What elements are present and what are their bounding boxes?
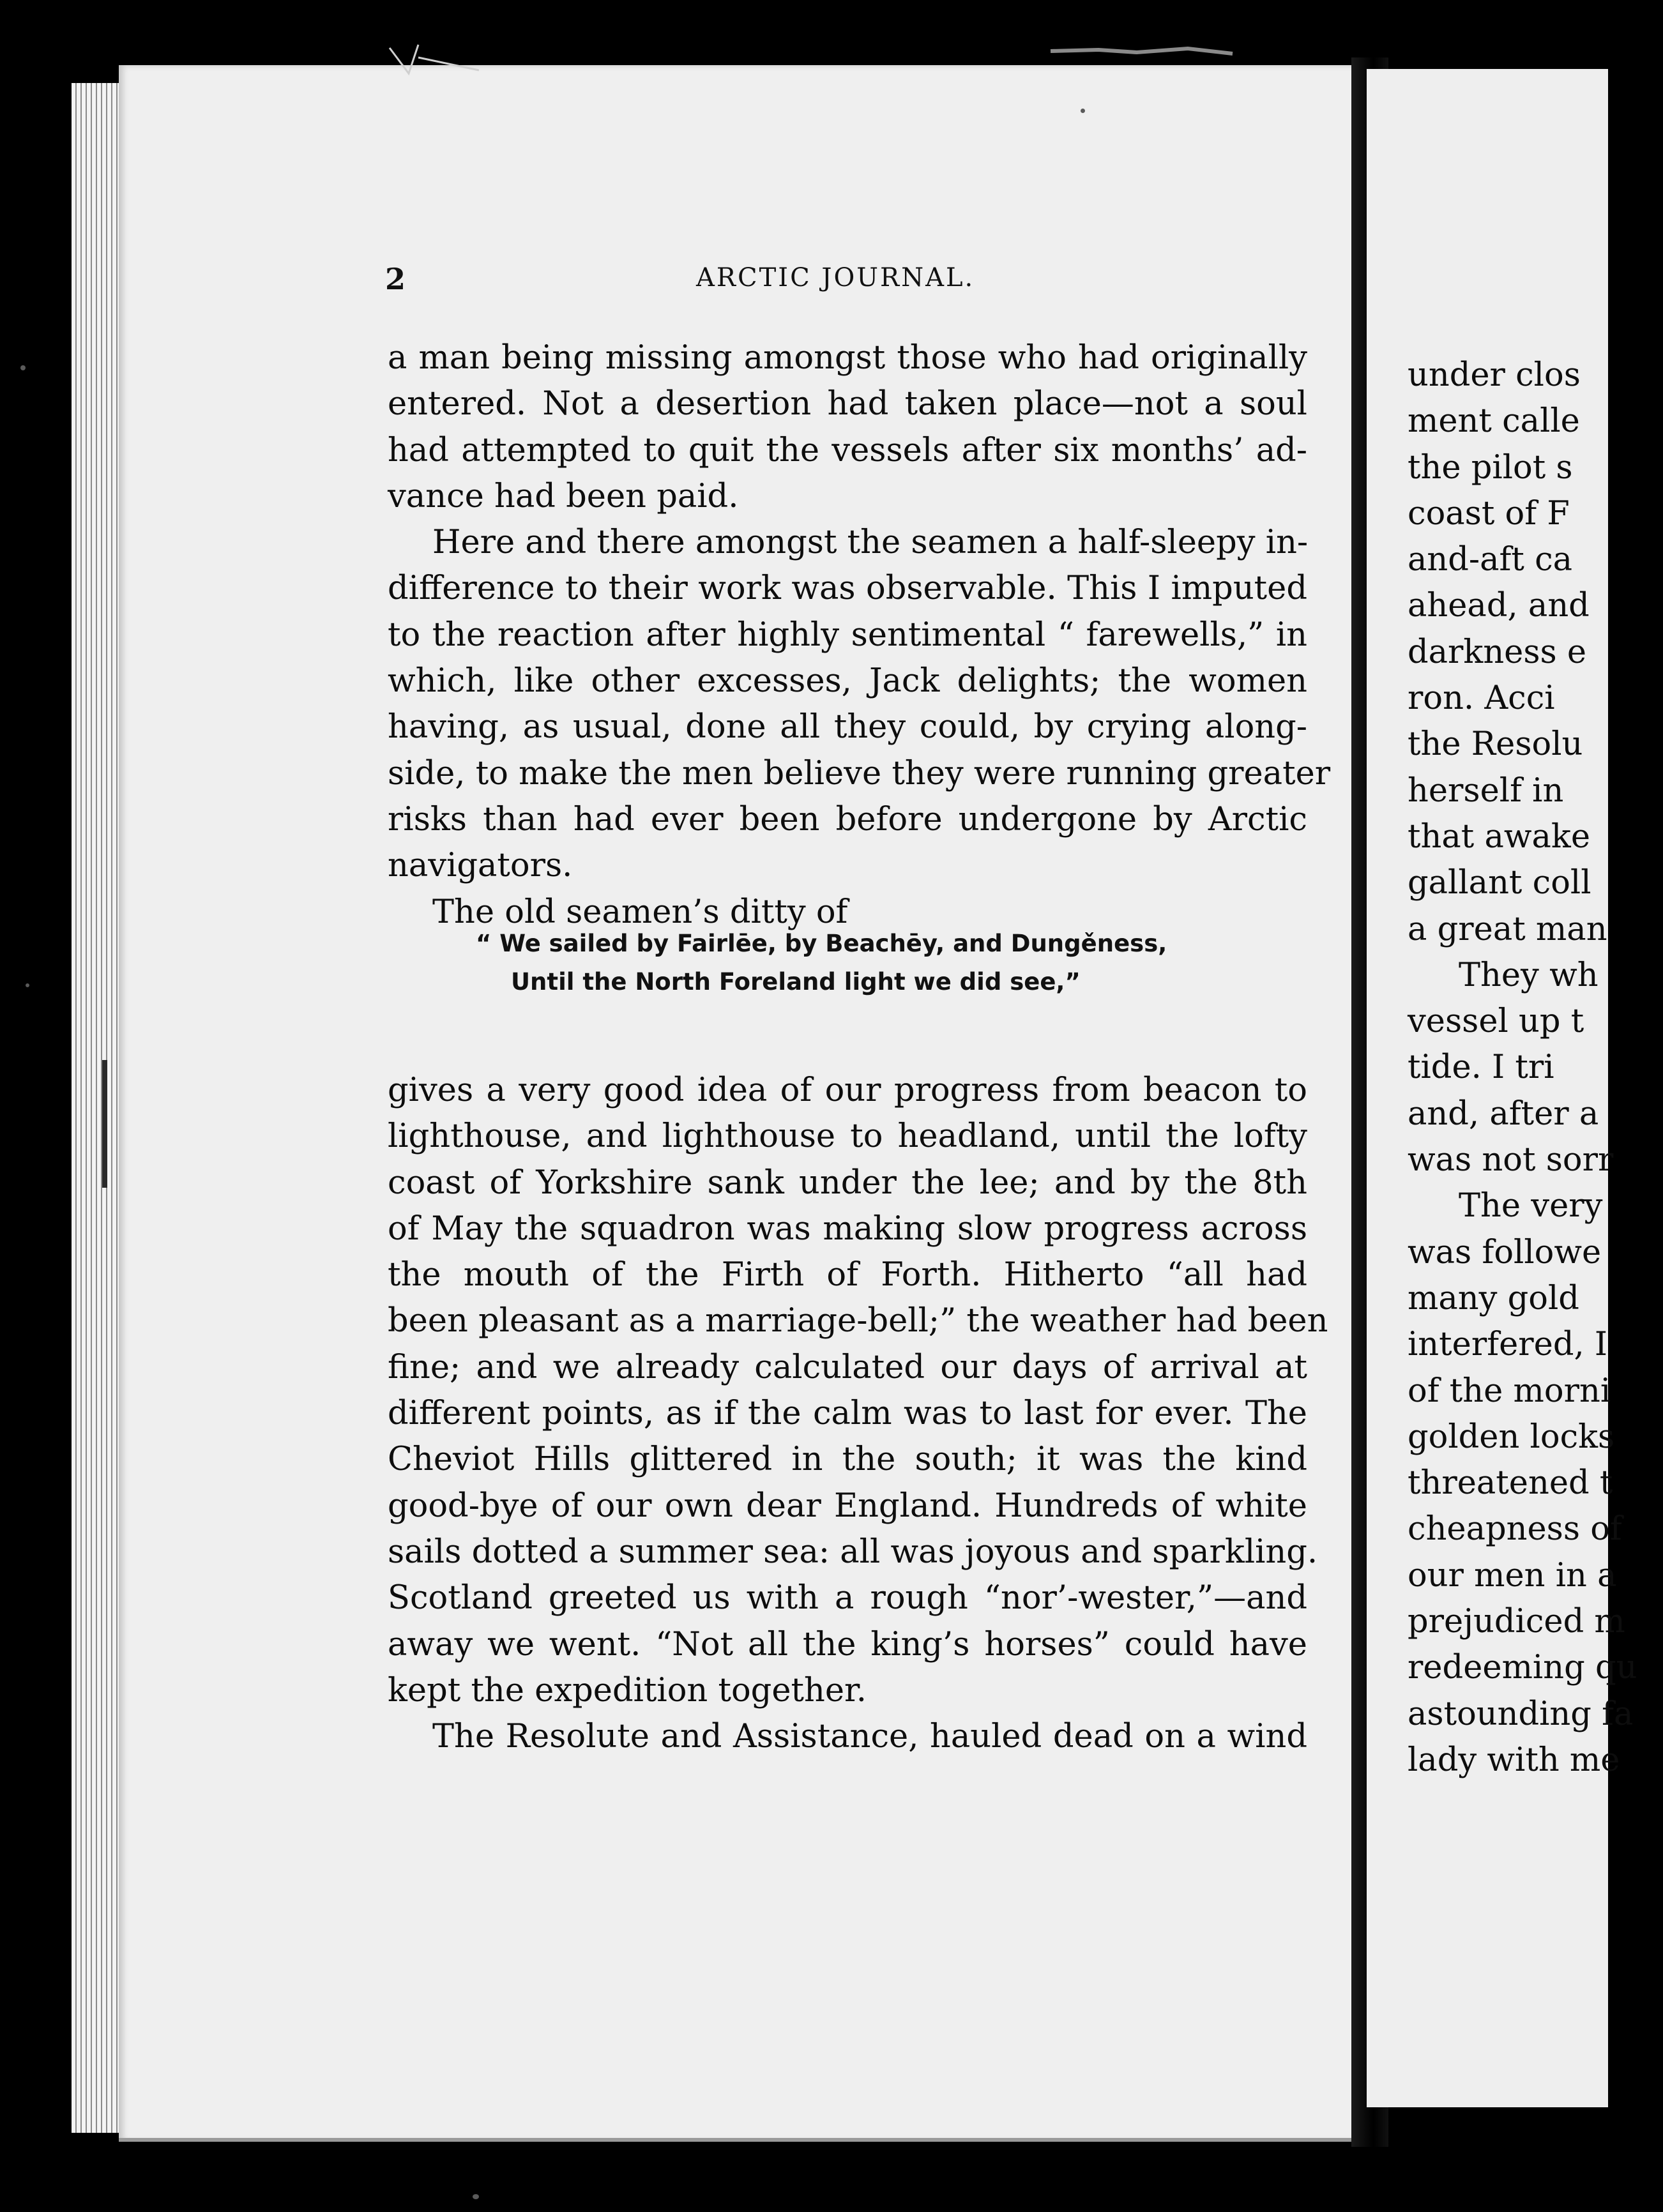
running-title: ARCTIC JOURNAL. bbox=[696, 263, 975, 292]
text-line: coast of Yorkshire sank under the lee; and by the 8th bbox=[388, 1163, 1307, 1202]
fragment-line: tide. I tri bbox=[1408, 1049, 1554, 1087]
fragment-line: was not sorr bbox=[1408, 1141, 1614, 1179]
text-line: had attempted to quit the vessels after six months’ ad- bbox=[388, 431, 1307, 469]
page-bottom-shadow bbox=[119, 2138, 1351, 2142]
text-line: navigators. bbox=[388, 847, 573, 885]
text-line: to the reaction after highly sentimental “ farewells,” in bbox=[388, 616, 1307, 654]
text-line: entered. Not a desertion had taken place—not a soul bbox=[388, 385, 1307, 423]
dust-speck bbox=[1081, 109, 1085, 113]
fragment-line: that awake bbox=[1408, 817, 1591, 856]
text-line: been pleasant as a marriage-bell;” the weather had been bbox=[388, 1302, 1328, 1340]
text-line: Scotland greeted us with a rough “nor’-wester,”—and bbox=[388, 1579, 1307, 1617]
fragment-line: threatened t bbox=[1408, 1464, 1613, 1503]
fragment-line: was followe bbox=[1408, 1233, 1602, 1271]
fragment-line: astounding fa bbox=[1408, 1695, 1634, 1733]
text-line: risks than had ever been before undergone by Arctic bbox=[388, 800, 1307, 838]
text-line: The old seamen’s ditty of bbox=[432, 893, 848, 931]
dust-speck bbox=[20, 365, 26, 370]
verse-line: “ We sailed by Fairlēe, by Beachēy, and Dungěness, bbox=[476, 930, 1167, 957]
fragment-line: ron. Acci bbox=[1408, 679, 1555, 718]
text-line: fine; and we already calculated our days of arrival at bbox=[388, 1348, 1307, 1386]
fragment-line: of the morni bbox=[1408, 1372, 1611, 1410]
scan-artifact-print bbox=[1047, 38, 1239, 64]
text-line: vance had been paid. bbox=[388, 477, 739, 515]
text-line: Cheviot Hills glittered in the south; it was the kind bbox=[388, 1441, 1307, 1479]
text-line: Here and there amongst the seamen a half-sleepy in- bbox=[432, 524, 1309, 562]
page-number: 2 bbox=[385, 262, 406, 296]
dust-speck bbox=[473, 2194, 479, 2199]
body-text-block-2 bbox=[388, 1068, 1328, 1760]
fragment-line: herself in bbox=[1408, 771, 1564, 810]
fragment-line: redeeming qu bbox=[1408, 1649, 1637, 1687]
text-line: different points, as if the calm was to last for ever. The bbox=[388, 1395, 1307, 1433]
fragment-line: a great man bbox=[1408, 910, 1607, 948]
fragment-line: coast of F bbox=[1408, 494, 1570, 533]
text-line: a man being missing amongst those who had originally bbox=[388, 339, 1307, 377]
verse-quotation bbox=[476, 925, 1217, 1001]
right-page-text-fragment bbox=[1408, 352, 1663, 1784]
margin-mark bbox=[102, 1060, 107, 1188]
text-line: of May the squadron was making slow progress across bbox=[388, 1209, 1307, 1248]
fragment-line: golden locks bbox=[1408, 1418, 1615, 1456]
fragment-line: many gold bbox=[1408, 1279, 1579, 1317]
fragment-line: lady with me bbox=[1408, 1741, 1620, 1779]
text-line: kept the expedition together. bbox=[388, 1671, 867, 1709]
page-edges bbox=[72, 83, 123, 2133]
text-line: The Resolute and Assistance, hauled dead on a wind bbox=[432, 1718, 1307, 1756]
text-line: side, to make the men believe they were running greater bbox=[388, 754, 1331, 792]
fragment-line: darkness e bbox=[1408, 633, 1587, 671]
text-line: away we went. “Not all the king’s horses” could have bbox=[388, 1625, 1307, 1663]
text-line: good-bye of our own dear England. Hundreds of white bbox=[388, 1487, 1307, 1525]
text-line: difference to their work was observable. This I imputed bbox=[388, 570, 1307, 608]
fragment-line: and-aft ca bbox=[1408, 541, 1573, 579]
text-line: the mouth of the Firth of Forth. Hitherto “all had bbox=[388, 1256, 1307, 1294]
fragment-line: interfered, I bbox=[1408, 1326, 1608, 1364]
fragment-line: They wh bbox=[1459, 956, 1598, 994]
fragment-line: vessel up t bbox=[1408, 1003, 1584, 1041]
text-line: gives a very good idea of our progress from beacon to bbox=[388, 1072, 1307, 1109]
fragment-line: under clos bbox=[1408, 356, 1581, 394]
body-text-block-1 bbox=[388, 335, 1331, 936]
text-line: lighthouse, and lighthouse to headland, until the lofty bbox=[388, 1117, 1307, 1156]
fragment-line: cheapness of bbox=[1408, 1510, 1622, 1549]
text-line: sails dotted a summer sea: all was joyous and sparkling. bbox=[388, 1533, 1318, 1571]
text-line: which, like other excesses, Jack delights; the women bbox=[388, 662, 1307, 701]
fragment-line: the Resolu bbox=[1408, 725, 1583, 764]
fragment-line: our men in a bbox=[1408, 1556, 1617, 1595]
fragment-line: The very bbox=[1459, 1187, 1603, 1225]
fragment-line: gallant coll bbox=[1408, 864, 1591, 902]
fragment-line: the pilot s bbox=[1408, 448, 1573, 487]
scan-artifact-scribble bbox=[383, 38, 485, 77]
verse-line: Until the North Foreland light we did see,” bbox=[511, 968, 1081, 996]
fragment-line: prejudiced m bbox=[1408, 1603, 1625, 1641]
text-line: having, as usual, done all they could, by crying along- bbox=[388, 708, 1307, 746]
dust-speck bbox=[26, 983, 29, 987]
fragment-line: and, after a bbox=[1408, 1095, 1599, 1133]
fragment-line: ahead, and bbox=[1408, 587, 1590, 625]
fragment-line: ment calle bbox=[1408, 402, 1580, 441]
